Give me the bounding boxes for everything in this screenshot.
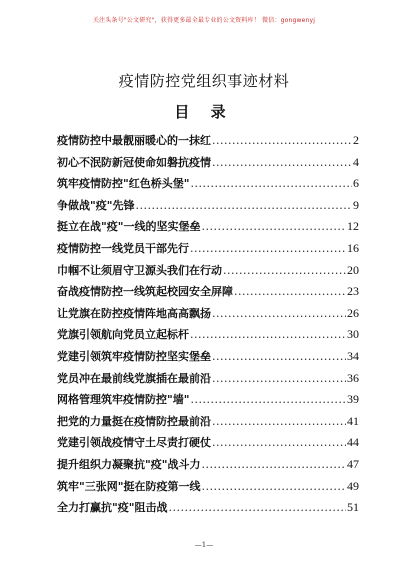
toc-entry-page: 12	[347, 219, 359, 234]
toc-entry[interactable]	[57, 218, 359, 240]
toc-dot-leader	[201, 220, 346, 233]
toc-dot-leader	[234, 285, 346, 298]
toc-entry-title: 疫情防控一线党员干部先行	[57, 241, 189, 255]
toc-entry-page: 39	[347, 392, 359, 407]
toc-dot-leader	[190, 328, 346, 341]
toc-entry[interactable]	[57, 391, 359, 413]
toc-dot-leader	[212, 350, 346, 363]
toc-entry-page: 26	[347, 305, 359, 320]
toc-entry-title: 初心不泯防新冠使命如磐抗疫情	[57, 155, 211, 169]
toc-entry[interactable]	[57, 434, 359, 456]
toc-entry[interactable]	[57, 283, 359, 305]
toc-dot-leader	[212, 436, 346, 449]
toc-entry-page: 23	[347, 284, 359, 299]
toc-dot-leader	[212, 372, 346, 385]
header-promo-note: 关注头条号"公文研究"，获得更多最全最专业的公文资料库！ 微信：gongwenyj	[92, 17, 316, 24]
toc-dot-leader	[135, 199, 352, 212]
toc-entry-title: 党员冲在最前线党旗插在最前沿	[57, 371, 211, 385]
toc-entry[interactable]	[57, 197, 359, 219]
toc-entry-title: 挺立在战"疫"一线的坚实堡垒	[57, 220, 201, 234]
table-of-contents	[57, 132, 359, 521]
toc-dot-leader	[190, 177, 352, 190]
toc-entry[interactable]	[57, 478, 359, 500]
toc-entry-title: 争做战"疫"先锋	[57, 198, 135, 212]
toc-entry[interactable]	[57, 240, 359, 262]
toc-entry[interactable]	[57, 499, 359, 521]
toc-dot-leader	[223, 264, 346, 277]
toc-entry[interactable]	[57, 370, 359, 392]
toc-entry-page: 36	[347, 370, 359, 385]
toc-entry[interactable]	[57, 326, 359, 348]
toc-entry[interactable]	[57, 175, 359, 197]
toc-entry[interactable]	[57, 413, 359, 435]
toc-dot-leader	[212, 134, 352, 147]
toc-entry-title: 把党的力量挺在疫情防控最前沿	[57, 414, 211, 428]
toc-entry-title: 筑牢疫情防控"红色桥头堡"	[57, 177, 190, 191]
toc-entry[interactable]	[57, 132, 359, 154]
toc-dot-leader	[212, 307, 346, 320]
toc-entry-page: 49	[347, 478, 359, 493]
toc-dot-leader	[168, 501, 346, 514]
toc-dot-leader	[201, 458, 346, 471]
toc-dot-leader	[190, 242, 346, 255]
toc-dot-leader	[212, 156, 352, 169]
toc-entry-title: 疫情防控中最靓丽暖心的一抹红	[57, 134, 211, 147]
toc-dot-leader	[212, 415, 346, 428]
toc-entry-title: 网格管理筑牢疫情防控"墙"	[57, 393, 190, 407]
toc-entry-page: 44	[347, 435, 359, 450]
toc-entry-page: 6	[353, 176, 359, 191]
toc-entry-page: 2	[353, 133, 359, 147]
toc-entry[interactable]	[57, 262, 359, 284]
toc-entry-page: 16	[347, 240, 359, 255]
toc-entry-title: 让党旗在防控疫情阵地高高飘扬	[57, 306, 211, 320]
document-title: 疫情防控党组织事迹材料	[118, 72, 290, 90]
toc-entry-title: 党旗引领航向党员立起标杆	[57, 328, 189, 342]
toc-entry-page: 41	[347, 413, 359, 428]
toc-entry-page: 20	[347, 262, 359, 277]
toc-entry-title: 筑牢"三张网"挺在防疫第一线	[57, 479, 201, 493]
toc-entry-page: 51	[347, 500, 359, 515]
toc-entry-page: 4	[353, 154, 359, 169]
page-number: —1—	[194, 541, 214, 549]
toc-entry-title: 全力打赢抗"疫"阻击战	[57, 501, 168, 515]
toc-entry-page: 30	[347, 327, 359, 342]
toc-dot-leader	[190, 393, 346, 406]
toc-entry-page: 47	[347, 456, 359, 471]
toc-entry-page: 9	[353, 197, 359, 212]
toc-entry[interactable]	[57, 348, 359, 370]
toc-entry[interactable]	[57, 154, 359, 176]
toc-entry-title: 党建引领筑牢疫情防控坚实堡垒	[57, 349, 211, 363]
toc-entry[interactable]	[57, 456, 359, 478]
toc-entry-title: 党建引领战疫情守土尽责打硬仗	[57, 436, 211, 450]
toc-entry-title: 提升组织力凝聚抗"疫"战斗力	[57, 457, 201, 471]
toc-dot-leader	[201, 480, 346, 493]
toc-heading: 目 录	[174, 103, 234, 121]
toc-entry[interactable]	[57, 305, 359, 327]
toc-entry-page: 34	[347, 348, 359, 363]
toc-entry-title: 奋战疫情防控一线筑起校园安全屏障	[57, 285, 233, 299]
toc-entry-title: 巾帼不让须眉守卫源头我们在行动	[57, 263, 222, 277]
